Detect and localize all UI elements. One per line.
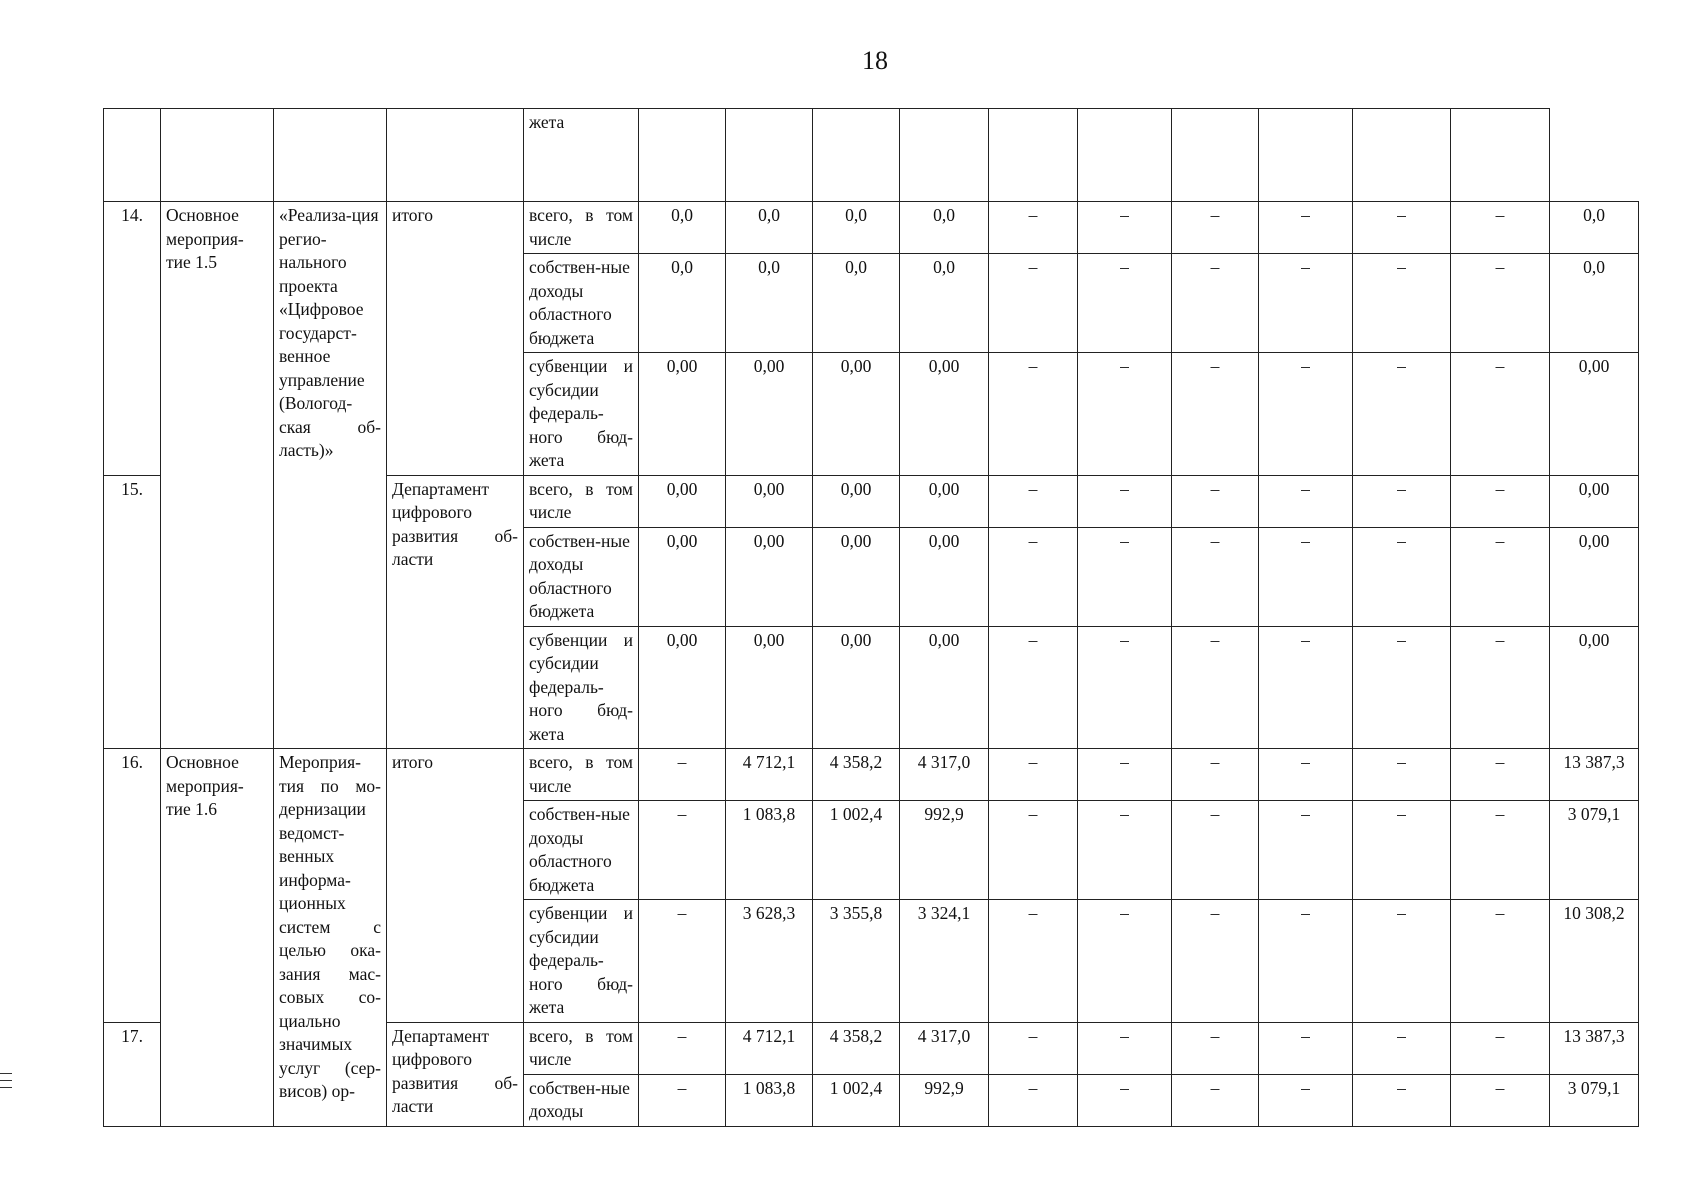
empty-value-cell: – bbox=[1451, 749, 1550, 801]
empty-value-cell: – bbox=[1078, 527, 1172, 626]
empty-value-cell: – bbox=[1451, 254, 1550, 353]
amount-cell bbox=[1451, 109, 1550, 202]
empty-value-cell: – bbox=[1259, 626, 1353, 749]
amount-cell: 1 083,8 bbox=[726, 801, 813, 900]
amount-cell: 0,00 bbox=[726, 527, 813, 626]
amount-cell: 0,00 bbox=[900, 353, 989, 476]
amount-cell: 0,00 bbox=[639, 353, 726, 476]
amount-cell bbox=[989, 109, 1078, 202]
empty-value-cell: – bbox=[1172, 749, 1259, 801]
empty-value-cell: – bbox=[989, 1022, 1078, 1074]
empty-value-cell: – bbox=[1172, 254, 1259, 353]
event-name-cell bbox=[274, 109, 387, 202]
amount-cell: 3 079,1 bbox=[1550, 1074, 1639, 1126]
event-cell bbox=[161, 109, 274, 202]
empty-value-cell: – bbox=[1353, 475, 1451, 527]
empty-value-cell: – bbox=[1078, 749, 1172, 801]
amount-cell: 0,0 bbox=[726, 254, 813, 353]
executor-cell: итого bbox=[387, 202, 524, 476]
amount-cell: 1 083,8 bbox=[726, 1074, 813, 1126]
funding-source-cell: жета bbox=[524, 109, 639, 202]
empty-value-cell: – bbox=[989, 1074, 1078, 1126]
amount-cell: 0,0 bbox=[639, 254, 726, 353]
amount-cell: 1 002,4 bbox=[813, 801, 900, 900]
amount-cell: 0,00 bbox=[1550, 626, 1639, 749]
empty-value-cell: – bbox=[1172, 626, 1259, 749]
empty-value-cell: – bbox=[639, 801, 726, 900]
amount-cell: 0,00 bbox=[813, 527, 900, 626]
empty-value-cell: – bbox=[1259, 1074, 1353, 1126]
empty-value-cell: – bbox=[1172, 475, 1259, 527]
empty-value-cell: – bbox=[639, 1074, 726, 1126]
amount-cell: 992,9 bbox=[900, 801, 989, 900]
empty-value-cell: – bbox=[989, 801, 1078, 900]
empty-value-cell: – bbox=[1078, 1022, 1172, 1074]
empty-value-cell: – bbox=[989, 475, 1078, 527]
empty-value-cell: – bbox=[1259, 475, 1353, 527]
amount-cell: 1 002,4 bbox=[813, 1074, 900, 1126]
executor-cell bbox=[387, 109, 524, 202]
amount-cell: 13 387,3 bbox=[1550, 749, 1639, 801]
empty-value-cell: – bbox=[1451, 1022, 1550, 1074]
empty-value-cell: – bbox=[1172, 202, 1259, 254]
empty-value-cell: – bbox=[989, 900, 1078, 1023]
amount-cell: 0,00 bbox=[639, 527, 726, 626]
empty-value-cell: – bbox=[1172, 353, 1259, 476]
scan-mark bbox=[0, 1080, 12, 1081]
amount-cell: 0,00 bbox=[639, 626, 726, 749]
amount-cell: 3 628,3 bbox=[726, 900, 813, 1023]
funding-source-cell: всего, в том числе bbox=[524, 1022, 639, 1074]
empty-value-cell: – bbox=[1078, 900, 1172, 1023]
empty-value-cell: – bbox=[1353, 626, 1451, 749]
empty-value-cell: – bbox=[989, 626, 1078, 749]
amount-cell: 0,0 bbox=[1550, 202, 1639, 254]
amount-cell: 4 358,2 bbox=[813, 1022, 900, 1074]
funding-source-cell: субвенции и субсидии федераль-ного бюд-жета bbox=[524, 900, 639, 1023]
funding-source-cell: всего, в том числе bbox=[524, 202, 639, 254]
event-cell: Основное мероприя-тие 1.6 bbox=[161, 749, 274, 1127]
amount-cell: 13 387,3 bbox=[1550, 1022, 1639, 1074]
amount-cell bbox=[1078, 109, 1172, 202]
empty-value-cell: – bbox=[1259, 749, 1353, 801]
empty-value-cell: – bbox=[989, 749, 1078, 801]
amount-cell: 992,9 bbox=[900, 1074, 989, 1126]
empty-value-cell: – bbox=[989, 527, 1078, 626]
amount-cell bbox=[900, 109, 989, 202]
empty-value-cell: – bbox=[1078, 1074, 1172, 1126]
funding-source-cell: собствен-ные доходы областного бюджета bbox=[524, 254, 639, 353]
empty-value-cell: – bbox=[989, 254, 1078, 353]
empty-value-cell: – bbox=[1259, 900, 1353, 1023]
empty-value-cell: – bbox=[1451, 202, 1550, 254]
amount-cell bbox=[639, 109, 726, 202]
empty-value-cell: – bbox=[1078, 626, 1172, 749]
event-cell: Основное мероприя-тие 1.5 bbox=[161, 202, 274, 749]
amount-cell: 0,0 bbox=[639, 202, 726, 254]
empty-value-cell: – bbox=[1353, 1074, 1451, 1126]
funding-source-cell: всего, в том числе bbox=[524, 749, 639, 801]
amount-cell bbox=[1259, 109, 1353, 202]
empty-value-cell: – bbox=[1259, 202, 1353, 254]
amount-cell: 0,0 bbox=[900, 254, 989, 353]
amount-cell: 4 712,1 bbox=[726, 1022, 813, 1074]
amount-cell: 0,00 bbox=[1550, 353, 1639, 476]
funding-source-cell: субвенции и субсидии федераль-ного бюд-жета bbox=[524, 626, 639, 749]
empty-value-cell: – bbox=[1451, 626, 1550, 749]
table-row bbox=[104, 749, 1639, 801]
amount-cell: 3 079,1 bbox=[1550, 801, 1639, 900]
row-number-cell bbox=[104, 109, 161, 202]
amount-cell bbox=[813, 109, 900, 202]
empty-value-cell: – bbox=[1353, 202, 1451, 254]
amount-cell bbox=[1353, 109, 1451, 202]
empty-value-cell: – bbox=[1353, 1022, 1451, 1074]
row-number-cell: 16. bbox=[104, 749, 161, 1023]
scan-mark bbox=[0, 1087, 12, 1088]
amount-cell: 0,00 bbox=[900, 475, 989, 527]
amount-cell: 0,0 bbox=[813, 254, 900, 353]
empty-value-cell: – bbox=[1172, 801, 1259, 900]
amount-cell bbox=[1172, 109, 1259, 202]
funding-source-cell: собствен-ные доходы областного бюджета bbox=[524, 527, 639, 626]
executor-cell: Департамент цифрового развития об-ласти bbox=[387, 1022, 524, 1126]
empty-value-cell: – bbox=[1078, 475, 1172, 527]
page-number: 18 bbox=[862, 46, 888, 75]
executor-cell: итого bbox=[387, 749, 524, 1023]
empty-value-cell: – bbox=[989, 202, 1078, 254]
executor-cell: Департамент цифрового развития об-ласти bbox=[387, 475, 524, 749]
amount-cell: 0,0 bbox=[726, 202, 813, 254]
amount-cell: 3 355,8 bbox=[813, 900, 900, 1023]
amount-cell: 0,0 bbox=[813, 202, 900, 254]
empty-value-cell: – bbox=[1078, 202, 1172, 254]
empty-value-cell: – bbox=[1259, 801, 1353, 900]
empty-value-cell: – bbox=[639, 749, 726, 801]
amount-cell: 0,00 bbox=[900, 626, 989, 749]
amount-cell: 0,00 bbox=[813, 353, 900, 476]
empty-value-cell: – bbox=[1451, 527, 1550, 626]
empty-value-cell: – bbox=[1259, 254, 1353, 353]
amount-cell: 4 712,1 bbox=[726, 749, 813, 801]
amount-cell: 4 317,0 bbox=[900, 749, 989, 801]
table-row bbox=[104, 202, 1639, 254]
amount-cell: 0,00 bbox=[813, 626, 900, 749]
event-name-cell: «Реализа-ция регио-нального проекта «Цифровое государст-венное управление (Вологод-ская об-ласть)» bbox=[274, 202, 387, 749]
empty-value-cell: – bbox=[1451, 801, 1550, 900]
amount-cell: 0,00 bbox=[726, 626, 813, 749]
empty-value-cell: – bbox=[1353, 749, 1451, 801]
event-name-cell: Мероприя-тия по мо-дернизации ведомст-венных информа-ционных систем с целью ока-зания мас-совых со-циально значимых услуг (сер-висов) ор- bbox=[274, 749, 387, 1127]
amount-cell: 0,00 bbox=[1550, 475, 1639, 527]
amount-cell: 0,00 bbox=[1550, 527, 1639, 626]
empty-value-cell: – bbox=[639, 900, 726, 1023]
empty-value-cell: – bbox=[1172, 900, 1259, 1023]
empty-value-cell: – bbox=[1451, 475, 1550, 527]
empty-value-cell: – bbox=[1172, 1022, 1259, 1074]
amount-cell: 4 317,0 bbox=[900, 1022, 989, 1074]
funding-source-cell: субвенции и субсидии федераль-ного бюд-жета bbox=[524, 353, 639, 476]
empty-value-cell: – bbox=[639, 1022, 726, 1074]
empty-value-cell: – bbox=[1353, 900, 1451, 1023]
amount-cell: 0,00 bbox=[639, 475, 726, 527]
empty-value-cell: – bbox=[1078, 254, 1172, 353]
amount-cell: 4 358,2 bbox=[813, 749, 900, 801]
empty-value-cell: – bbox=[1078, 353, 1172, 476]
empty-value-cell: – bbox=[1451, 900, 1550, 1023]
amount-cell: 0,00 bbox=[813, 475, 900, 527]
amount-cell: 0,00 bbox=[900, 527, 989, 626]
empty-value-cell: – bbox=[1353, 527, 1451, 626]
scan-mark bbox=[0, 1073, 12, 1074]
amount-cell: 0,00 bbox=[726, 475, 813, 527]
funding-source-cell: собствен-ные доходы областного бюджета bbox=[524, 801, 639, 900]
empty-value-cell: – bbox=[1172, 527, 1259, 626]
empty-value-cell: – bbox=[1259, 1022, 1353, 1074]
funding-source-cell: всего, в том числе bbox=[524, 475, 639, 527]
empty-value-cell: – bbox=[1172, 1074, 1259, 1126]
amount-cell: 0,0 bbox=[900, 202, 989, 254]
empty-value-cell: – bbox=[1451, 1074, 1550, 1126]
empty-value-cell: – bbox=[1353, 801, 1451, 900]
budget-table bbox=[103, 108, 1639, 1127]
empty-value-cell: – bbox=[1259, 527, 1353, 626]
empty-value-cell: – bbox=[1353, 254, 1451, 353]
row-number-cell: 15. bbox=[104, 475, 161, 749]
row-number-cell: 14. bbox=[104, 202, 161, 476]
amount-cell: 0,0 bbox=[1550, 254, 1639, 353]
table-row bbox=[104, 109, 1639, 202]
amount-cell: 10 308,2 bbox=[1550, 900, 1639, 1023]
funding-source-cell: собствен-ные доходы bbox=[524, 1074, 639, 1126]
empty-value-cell: – bbox=[1078, 801, 1172, 900]
empty-value-cell: – bbox=[1353, 353, 1451, 476]
row-number-cell: 17. bbox=[104, 1022, 161, 1126]
empty-value-cell: – bbox=[1451, 353, 1550, 476]
amount-cell bbox=[726, 109, 813, 202]
empty-value-cell: – bbox=[989, 353, 1078, 476]
empty-value-cell: – bbox=[1259, 353, 1353, 476]
amount-cell: 0,00 bbox=[726, 353, 813, 476]
amount-cell: 3 324,1 bbox=[900, 900, 989, 1023]
